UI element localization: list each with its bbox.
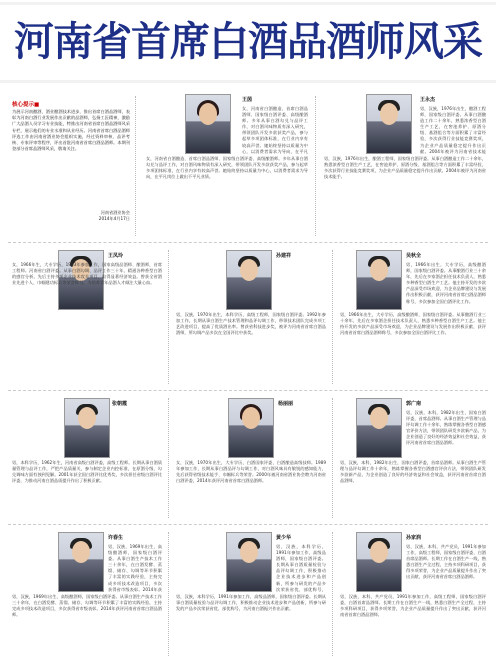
- intro-heading: 核心提示■: [12, 102, 40, 108]
- profile-card: [172, 246, 328, 388]
- profile-row-1: [8, 90, 488, 240]
- profile-bio-top: 女，河南省白酒酿造、首席白酒品酒师、国家级白酒评委、高级酿酒师。多年从事白酒勾兑与品评工作，对白酒风味物质有深入研究，带领团队开发多款获奖产品，参与起草多项团体标准，在行业内享有较高声誉。她始终坚持以质量为中心，以消费者需求为导向，在平凡: [242, 106, 308, 154]
- intro-column: [8, 90, 132, 240]
- profile-name: 孙建祥: [276, 253, 292, 259]
- profile-bio: 女，汉族，1970年出生，大专学历，白酒国家评委，白酒酿造高级技师。1989年参加工作，长期从事白酒品评与勾调工作，对白酒风味具有敏锐的感知能力，先后获得省级技术能手、巾帼标兵等荣誉。2000年被河南省酒业协会聘为河南省白酒评委，2014年获评河南省首席白酒品酒师。: [176, 460, 326, 484]
- article-body: [8, 90, 488, 662]
- profile-bio-top: 男，汉族，1969年出生，高级酿酒师，国家级白酒评委。从事白酒生产技术工作三十余年，在白酒发酵、蒸馏、储存、勾调等环节积累了丰富的实践经验，主持完成多项技术改造项目，多次获得省市级表彰。2014年获: [108, 544, 162, 592]
- profile-bio-top: 男，汉族，1976年出生，酿酒工程师，国家级白酒评委。从事白酒酿造工作二十余年，熟悉浓香型白酒生产工艺，在窖池养护、原酒分级、基酒组合等方面积累了丰富经验，多次获得行业技能竞赛奖项，为企业产品质量稳定提升作出贡献。2004年被评为河南省技术能: [420, 106, 486, 154]
- profile-card: [8, 246, 164, 388]
- profile-row-2: [8, 246, 488, 388]
- profile-bio-top: 男，1966年出生，大专学历，高级酿酒师，国家级白酒评委。从事酿酒行业三十余年，先后在多家酒企担任技术负责人，熟悉多种香型白酒生产工艺。他主持开发的多款产品深受市场欢迎，为企业品牌建设与发展作出积极贡献，获评河南省首席白酒品酒师称号，多次参加全国白酒评比工作。: [406, 262, 486, 304]
- profile-name: 王永杰: [420, 97, 436, 103]
- profile-bio: 男，汉族，本科学历，1991年参加工作，高级品酒师，国家级白酒评委。长期从事白酒质量检验与品评勾调工作，积极推动企业技术进步和产品创新，所参与研发的产品多次荣获省优、部优称号，为河南白酒振兴作出贡献。: [176, 594, 326, 612]
- banner-rule: [0, 2, 496, 5]
- portrait-photo: [356, 398, 402, 458]
- column-divider: [315, 96, 316, 236]
- profile-name: 吴秋全: [406, 253, 422, 259]
- intro-signature-org: 河南省酒业协会: [100, 210, 130, 215]
- profile-card: [140, 90, 310, 240]
- profile-card: [336, 528, 488, 660]
- profile-row-3: [8, 394, 488, 522]
- intro-signature-date: 2014年4月17日: [98, 216, 130, 221]
- profile-card: [320, 90, 488, 240]
- portrait-photo: [228, 398, 274, 458]
- column-divider: [135, 96, 136, 236]
- profile-bio: 男，汉族，本科，1982年出生，国家白酒评委，首席品酒师。从事白酒生产管理与品评勾调工作十余年，熟练掌握各香型白酒感官评价方法，带领团队研发多款新产品，为企业创造了良好的经济效益和社会效益，获评河南省首席白酒品酒师。: [340, 460, 486, 484]
- profile-name: 孙家润: [406, 535, 422, 541]
- portrait-photo: [356, 250, 402, 310]
- column-divider: [332, 250, 333, 384]
- profile-bio: 男，汉族，1969年出生，高级酿酒师，国家级白酒评委。从事白酒生产技术工作三十余年，在白酒发酵、蒸馏、储存、勾调等环节积累了丰富的实践经验，主持完成多项技术改造项目，多次获得省市级表彰。2014年获评河南省首席白酒品酒师。: [12, 594, 162, 618]
- profile-name: 郭广南: [406, 401, 422, 407]
- banner-rule: [0, 80, 496, 83]
- portrait-photo: [185, 94, 231, 154]
- portrait-photo: [356, 532, 402, 592]
- profile-card: [172, 394, 328, 522]
- portrait-photo: [64, 398, 110, 458]
- profile-card: [336, 394, 488, 522]
- profile-name: 张朝霞: [112, 401, 128, 407]
- intro-text: 为展示河南酿酒、酒业酿酒技术进步，推出首席白酒品酒师，表彰为河南白酒行业发展作出贡献的品酒师，弘扬工匠精神，激励广大品酒人员学习专业技能，特推出河南省首席白酒品酒师风采专栏，展示他们的专业水准和从业经历。河南省首席白酒品酒师评选工作由河南省酒业协会组织实施，经过资料审核、品评考核、专家评审等程序，评出首批河南省首席白酒品酒师。本期刊登部分首席品酒师风采，敬请关注。: [12, 109, 130, 152]
- portrait-photo: [58, 532, 104, 592]
- profile-bio: 男，汉族，1970年出生，本科学历，高级工程师，国家级白酒评委。1992年参加工作，长期从事白酒生产技术管理和品评勾调工作，带领技术团队完成多项工艺改进项目，提高了优质酒出率。曾获省科技进步奖，被评为河南省首席白酒品酒师，所勾调产品多次在全国评比中获奖。: [176, 312, 326, 336]
- masthead-banner: [0, 0, 496, 86]
- column-divider: [332, 398, 333, 518]
- profile-bio-top: 男，汉族，本科学历，1991年参加工作，高级品酒师，国家级白酒评委。长期从事白酒质量检验与品评勾调工作，积极推动企业技术进步和产品创新，所参与研发的产品多次荣获省优、部优称号，: [276, 544, 326, 592]
- profile-card: [8, 394, 164, 522]
- column-divider: [168, 532, 169, 656]
- profile-name: 王凤玲: [108, 253, 124, 259]
- portrait-photo: [226, 532, 272, 592]
- profile-card: [336, 246, 488, 388]
- profile-bio: 男，本科学历，1962年生，河南省高级白酒评委，高级工程师。长期从事白酒质量管理与品评工作，严把产品质量关，参与制定企业内控标准，在原酒分级、勾兑调味方面有独到见解。2001年获全国白酒评比优秀奖，多次担任省级白酒评比评委，为推动河南白酒品质提升作出了积极贡献。: [12, 460, 162, 484]
- profile-bio-top: 男，汉族，本科，共产党员，1991年参加工作，高级工程师，国家级白酒评委，白酒首席品酒师。长期工作在白酒生产一线，熟悉白酒生产全过程，主持多项科研项目，获得多项荣誉，为企业产品质量提升作出了突出贡献，获评河南省首席白酒品酒师。: [406, 544, 486, 580]
- page-title: 河南省首席白酒品酒师风采: [14, 18, 482, 65]
- profile-name: 王茵: [242, 97, 253, 103]
- profile-bio: 男，1966年出生，大专学历，高级酿酒师，国家级白酒评委。从事酿酒行业三十余年，先后在多家酒企担任技术负责人，熟悉多种香型白酒生产工艺。他主持开发的多款产品深受市场欢迎，为企业品牌建设与发展作出积极贡献，获评河南省首席白酒品酒师称号，多次参加全国白酒评比工作。: [340, 312, 486, 336]
- profile-bio: 女，1966年生，大专学历，1983年参加工作，国家高级品酒师、酿酒师，首席工程师。河南省白酒评委。从事白酒勾调、品评工作三十年，精通各种香型白酒的感官分析，先后主持多项企业技术攻关项目，取得显著经济效益。曾获全省酒业先进个人、巾帼建功标兵等荣誉称号，为培养青年品酒人才倾注大量心血。: [12, 262, 162, 286]
- profile-bio-top: 男，汉族，本科，1982年出生，国家白酒评委，首席品酒师。从事白酒生产管理与品评勾调工作十余年，熟练掌握各香型白酒感官评价方法，带领团队研发多款新产品，为企业创造了良好的经济效益和社会效益，获评河南省首席白酒品酒师。: [406, 410, 486, 446]
- profile-name: 黄少华: [276, 535, 292, 541]
- portrait-photo: [366, 94, 412, 154]
- row-divider: [8, 524, 488, 525]
- column-divider: [332, 532, 333, 656]
- profile-card: [172, 528, 328, 660]
- profile-name: 杨丽丽: [278, 401, 294, 407]
- profile-bio: 女，河南省白酒酿造、首席白酒品酒师、国家级白酒评委、高级酿酒师。多年从事白酒勾兑与品评工作，对白酒风味物质有深入研究，带领团队开发多款获奖产品，参与起草多项团体标准，在行业内享有较高声誉。她始终坚持以质量为中心，以消费者需求为导向，在平凡岗位上做出不平凡业绩。: [146, 156, 308, 180]
- profile-name: 许春生: [108, 535, 124, 541]
- row-divider: [8, 390, 488, 391]
- profile-bio: 男，汉族，本科，共产党员，1991年参加工作，高级工程师，国家级白酒评委，白酒首席品酒师。长期工作在白酒生产一线，熟悉白酒生产全过程，主持多项科研项目，获得多项荣誉，为企业产品质量提升作出了突出贡献，获评河南省首席白酒品酒师。: [340, 594, 486, 618]
- profile-card: [8, 528, 164, 660]
- row-divider: [8, 242, 488, 243]
- profile-row-4: [8, 528, 488, 660]
- column-divider: [168, 398, 169, 518]
- portrait-photo: [226, 250, 272, 310]
- column-divider: [168, 250, 169, 384]
- profile-bio: 男，汉族，1976年出生，酿酒工程师，国家级白酒评委。从事白酒酿造工作二十余年，熟悉浓香型白酒生产工艺，在窖池养护、原酒分级、基酒组合等方面积累了丰富经验，多次获得行业技能竞赛奖项，为企业产品质量稳定提升作出贡献。2004年被评为河南省技术能手。: [324, 156, 486, 180]
